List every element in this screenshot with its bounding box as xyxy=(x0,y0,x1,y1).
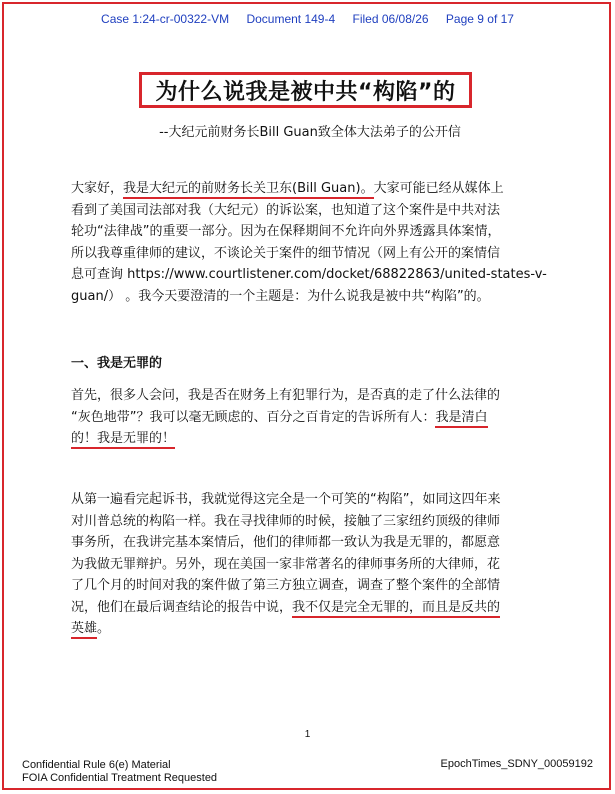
page-number: 1 xyxy=(304,729,311,740)
paragraph-line: 从第一遍看完起诉书，我就觉得这完全是一个可笑的“构陷”，如同这四年来 xyxy=(71,492,501,507)
paragraph-line xyxy=(71,407,551,429)
underlined-phrase: 的！我是无罪的！ xyxy=(71,431,175,449)
foia-notice: FOIA Confidential Treatment Requested xyxy=(22,772,218,784)
paragraph-line: 对川普总统的构陷一样。我在寻找律师的时候，接触了三家纽约顶级的律师 xyxy=(71,513,501,529)
section-heading: 一、我是无罪的 xyxy=(71,356,163,371)
text-span: 况，他们在最后调查结论的报告中说， xyxy=(71,599,293,615)
paragraph-intro xyxy=(71,178,551,307)
text-span: 大家好， xyxy=(71,181,124,196)
paragraph-line: 所以我尊重律师的建议，不谈论关于案件的细节情况（网上有公开的案情信 xyxy=(71,245,501,261)
case-number: Case 1:24-cr-00322-VM xyxy=(101,12,230,26)
paragraph-line: 轮功“法律战”的重要一部分。因为在保释期间不允许向外界透露具体案情， xyxy=(71,224,501,239)
paragraph-line: guan/） 。我今天要澄清的一个主题是：为什么说我是被中共“构陷”的。 xyxy=(71,288,490,304)
title-box xyxy=(139,72,472,108)
paragraph-line xyxy=(71,178,551,200)
underlined-phrase: 我是大纪元的前财务长关卫东(Bill Guan)。 xyxy=(123,181,374,199)
paragraph-line: 看到了美国司法部对我（大纪元）的诉讼案，也知道了这个案件是中共对法 xyxy=(71,202,501,218)
text-span: “灰色地带”？我可以毫无顾虑的、百分之百肯定的告诉所有人： xyxy=(71,409,436,425)
page-title: 为什么说我是被中共“构陷”的 xyxy=(155,79,456,105)
subtitle: --大纪元前财务长Bill Guan致全体大法弟子的公开信 xyxy=(159,125,461,140)
bates-number: EpochTimes_SDNY_00059192 xyxy=(440,758,593,770)
paragraph-line: 为我做无罪辩护。另外，现在美国一家非常著名的律师事务所的大律师，花 xyxy=(71,556,501,572)
paragraph-line xyxy=(71,597,551,619)
court-header xyxy=(0,12,615,26)
paragraph-line: 事务所，在我讲完基本案情后，他们的律师都一致认为我是无罪的，都愿意 xyxy=(71,535,501,550)
footer-left xyxy=(22,759,217,785)
underlined-phrase: 英雄 xyxy=(71,621,97,639)
paragraph-investigation xyxy=(71,489,551,640)
text-span: 大家可能已经从媒体上 xyxy=(373,181,504,196)
paragraph-line: 了几个月的时间对我的案件做了第三方独立调查，调查了整个案件的全部情 xyxy=(71,578,501,593)
confidential-rule: Confidential Rule 6(e) Material xyxy=(22,759,171,771)
filed-date: Filed 06/08/26 xyxy=(352,12,429,26)
text-span: 。 xyxy=(97,621,111,636)
paragraph-line xyxy=(71,428,551,450)
page-indicator: Page 9 of 17 xyxy=(445,12,514,26)
paragraph-line: 息可查询 https://www.courtlistener.com/docket/68822863/united-states-v- xyxy=(71,267,547,282)
underlined-phrase: 我不仅是完全无罪的，而且是反共的 xyxy=(292,600,500,618)
paragraph-innocence xyxy=(71,385,551,450)
paragraph-line: 首先，很多人会问，我是否在财务上有犯罪行为，是否真的走了什么法律的 xyxy=(71,388,501,403)
paragraph-line xyxy=(71,618,551,640)
document-number: Document 149-4 xyxy=(246,12,336,26)
underlined-phrase: 我是清白 xyxy=(435,410,487,428)
